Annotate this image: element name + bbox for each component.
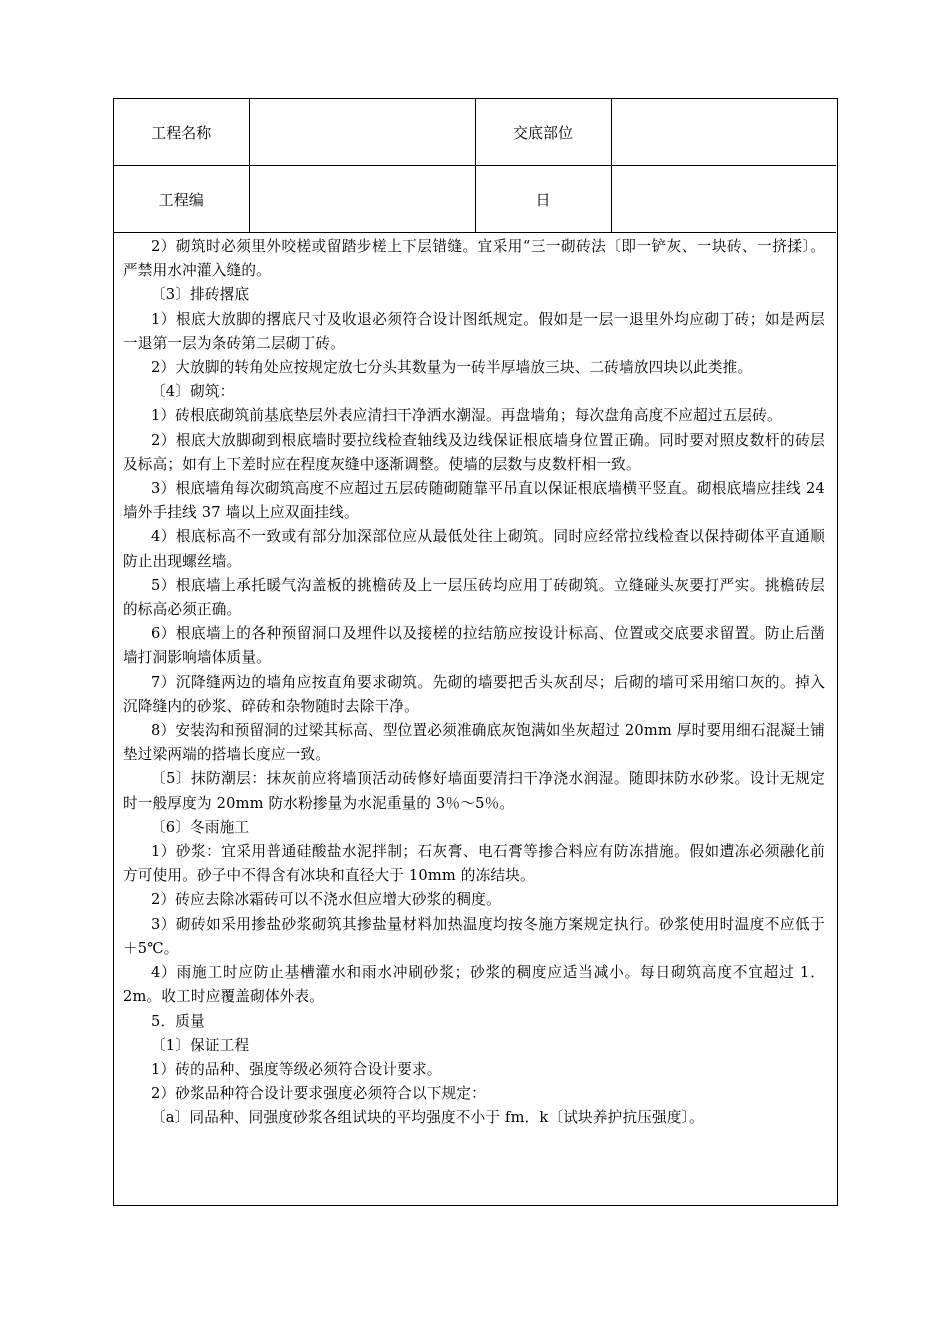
paragraph: 5）根底墙上承托暖气沟盖板的挑檐砖及上一层压砖均应用丁砖砌筑。立缝碰头灰要打严实。挑檐砖层的标高必须正确。 xyxy=(123,576,825,619)
paragraph: 5．质量 xyxy=(151,1012,205,1030)
project-name-value xyxy=(249,99,475,166)
paragraph: 4）根底标高不一致或有部分加深部位应从最低处往上砌筑。同时应经常拉线检查以保持砌体平直通顺防止出现螺丝墙。 xyxy=(123,528,825,570)
paragraph: 2）砌筑时必须里外咬槎或留踏步槎上下层错缝。宜采用“三一砌砖法〔即一铲灰、一块砖、一挤揉〕。严禁用水冲灌入缝的。 xyxy=(123,238,825,280)
date-value xyxy=(611,166,836,233)
paragraph: 〔a〕同品种、同强度砂浆各组试块的平均强度不小于 fm．k〔试块养护抗压强度〕。 xyxy=(151,1109,704,1127)
paragraph: 1）砂浆：宜采用普通硅酸盐水泥拌制；石灰膏、电石膏等掺合料应有防冻措施。假如遭冻必须融化前方可使用。砂子中不得含有冰块和直径大于 10mm 的冻结块。 xyxy=(123,843,825,885)
paragraph: 6）根底墙上的各种预留洞口及埋件以及接槎的拉结筋应按设计标高、位置或交底要求留置。防止后凿墙打洞影响墙体质量。 xyxy=(123,625,825,667)
header-row-1 xyxy=(114,99,836,166)
paragraph: 2）根底大放脚砌到根底墙时要拉线检查轴线及边线保证根底墙身位置正确。同时要对照皮数杆的砖层及标高；如有上下差时应在程度灰缝中逐渐调整。使墙的层数与皮数杆相一致。 xyxy=(123,431,825,473)
paragraph: 〔6〕冬雨施工 xyxy=(151,818,250,836)
paragraph: 3）砌砖如采用掺盐砂浆砌筑其掺盐量材料加热温度均按冬施方案规定执行。砂浆使用时温度不应低于＋5℃。 xyxy=(123,915,825,957)
project-number-value xyxy=(249,166,475,233)
disclosure-content xyxy=(123,235,825,1131)
paragraph: 1）砖的品种、强度等级必须符合设计要求。 xyxy=(151,1060,442,1078)
paragraph: 2）砂浆品种符合设计要求强度必须符合以下规定： xyxy=(151,1085,486,1103)
disclosure-part-label: 交底部位 xyxy=(475,99,611,166)
project-number-label: 工程编 xyxy=(114,166,249,233)
paragraph: 2）大放脚的转角处应按规定放七分头其数量为一砖半厚墙放三块、二砖墙放四块以此类推。 xyxy=(151,359,753,377)
paragraph: 〔5〕抹防潮层：抹灰前应将墙顶活动砖修好墙面要清扫干净浇水润湿。随即抹防水砂浆。设计无规定时一般厚度为 20mm 防水粉掺量为水泥重量的 3％～5％。 xyxy=(123,770,825,812)
project-name-label: 工程名称 xyxy=(114,99,249,166)
header-row-2 xyxy=(114,166,836,233)
disclosure-part-value xyxy=(611,99,836,166)
date-label: 日 xyxy=(475,166,611,233)
paragraph: 1）根底大放脚的撂底尺寸及收退必须符合设计图纸规定。假如是一层一退里外均应砌丁砖；如是两层一退第一层为条砖第二层砌丁砖。 xyxy=(123,310,825,352)
disclosure-sheet xyxy=(113,98,838,1206)
paragraph: 〔4〕砌筑： xyxy=(151,383,235,401)
paragraph: 7）沉降缝两边的墙角应按直角要求砌筑。先砌的墙要把舌头灰刮尽；后砌的墙可采用缩口灰的。掉入沉降缝内的砂浆、碎砖和杂物随时去除干净。 xyxy=(123,673,825,715)
paragraph: 〔3〕排砖撂底 xyxy=(151,286,250,304)
paragraph: 8）安装沟和预留洞的过梁其标高、型位置必须准确底灰饱满如坐灰超过 20mm 厚时要用细石混凝土铺垫过梁两端的搭墙长度应一致。 xyxy=(123,722,825,764)
paragraph: 2）砖应去除冰霜砖可以不浇水但应增大砂浆的稠度。 xyxy=(151,891,501,909)
paragraph: 4）雨施工时应防止基槽灌水和雨水冲刷砂浆；砂浆的稠度应适当减小。每日砌筑高度不宜超过 1．2m。收工时应覆盖砌体外表。 xyxy=(123,964,825,1006)
paragraph: 1）砖根底砌筑前基底垫层外表应清扫干净洒水潮湿。再盘墙角；每次盘角高度不应超过五层砖。 xyxy=(151,407,782,425)
paragraph: 3）根底墙角每次砌筑高度不应超过五层砖随砌随靠平吊直以保证根底墙横平竖直。砌根底墙应挂线 24 墙外手挂线 37 墙以上应双面挂线。 xyxy=(123,480,825,522)
header-table xyxy=(114,99,836,233)
paragraph: 〔1〕保证工程 xyxy=(151,1036,250,1054)
